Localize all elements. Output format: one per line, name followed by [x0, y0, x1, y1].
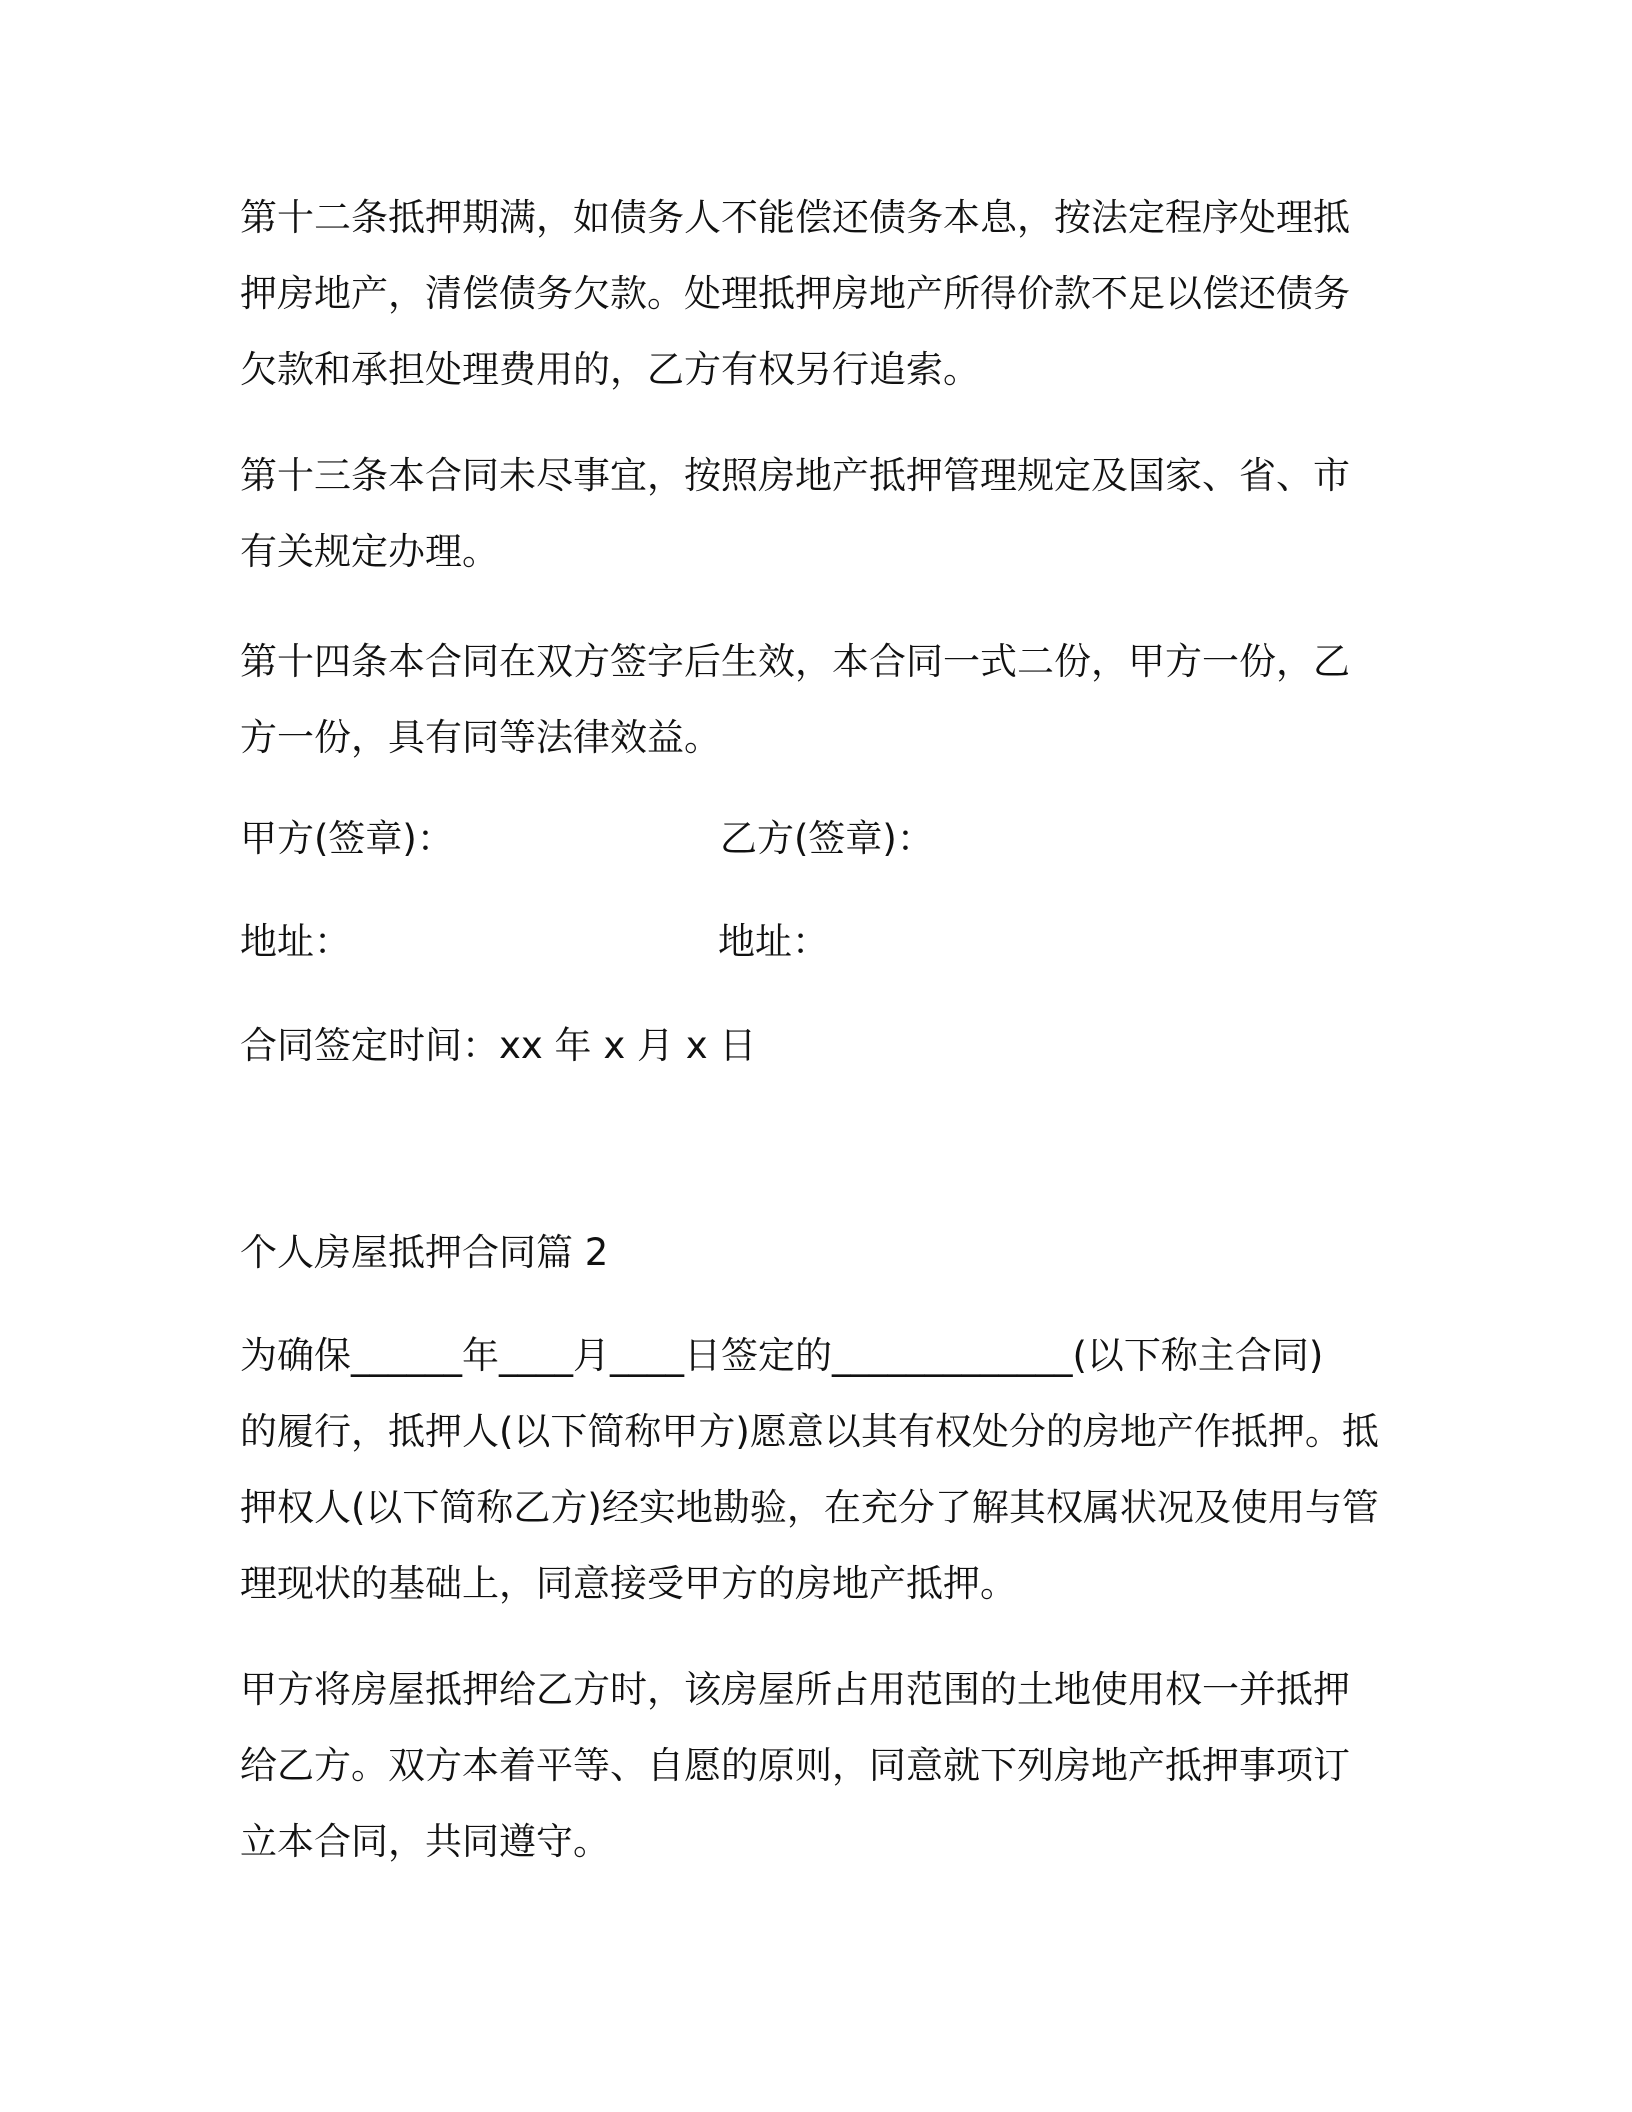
- article-12-line: 欠款和承担处理费用的，乙方有权另行追索。: [240, 348, 980, 391]
- article-14-line: 第十四条本合同在双方签字后生效，本合同一式二份，甲方一份，乙: [240, 640, 1350, 683]
- intro-line: 理现状的基础上，同意接受甲方的房地产抵押。: [240, 1562, 1017, 1605]
- article-13-paragraph: [240, 438, 1400, 590]
- signing-date: 合同签定时间：xx 年 x 月 x 日: [240, 1024, 757, 1067]
- intro-paragraph: [240, 1318, 1400, 1622]
- intro-2-line: 甲方将房屋抵押给乙方时，该房屋所占用范围的土地使用权一并抵押: [240, 1668, 1350, 1711]
- signature-row: [240, 801, 1400, 877]
- intro-2-line: 给乙方。双方本着平等、自愿的原则，同意就下列房地产抵押事项订: [240, 1744, 1350, 1787]
- party-a-address-label: 地址：: [240, 920, 351, 963]
- article-13-line: 第十三条本合同未尽事宜，按照房地产抵押管理规定及国家、省、市: [240, 454, 1350, 497]
- party-b-address-label: 地址：: [718, 920, 829, 963]
- article-12-line: 第十二条抵押期满，如债务人不能偿还债务本息，按法定程序处理抵: [240, 196, 1350, 239]
- intro-line: 的履行，抵押人(以下简称甲方)愿意以其有权处分的房地产作抵押。抵: [240, 1410, 1379, 1453]
- intro-2-paragraph: [240, 1652, 1400, 1880]
- party-b-signature-label: 乙方(签章)：: [720, 817, 934, 860]
- intro-line: 押权人(以下简称乙方)经实地勘验，在充分了解其权属状况及使用与管: [240, 1486, 1379, 1529]
- article-12-line: 押房地产，清偿债务欠款。处理抵押房地产所得价款不足以偿还债务: [240, 272, 1350, 315]
- address-row: [240, 904, 1400, 980]
- party-a-signature-label: 甲方(签章)：: [240, 817, 454, 860]
- intro-line: 为确保______年____月____日签定的_____________(以下称主合同): [240, 1334, 1324, 1377]
- section-title: 个人房屋抵押合同篇 2: [240, 1231, 609, 1274]
- article-12-paragraph: [240, 180, 1400, 408]
- article-13-line: 有关规定办理。: [240, 530, 499, 573]
- intro-2-line: 立本合同，共同遵守。: [240, 1820, 610, 1863]
- article-14-line: 方一份，具有同等法律效益。: [240, 716, 721, 759]
- article-14-paragraph: [240, 624, 1400, 776]
